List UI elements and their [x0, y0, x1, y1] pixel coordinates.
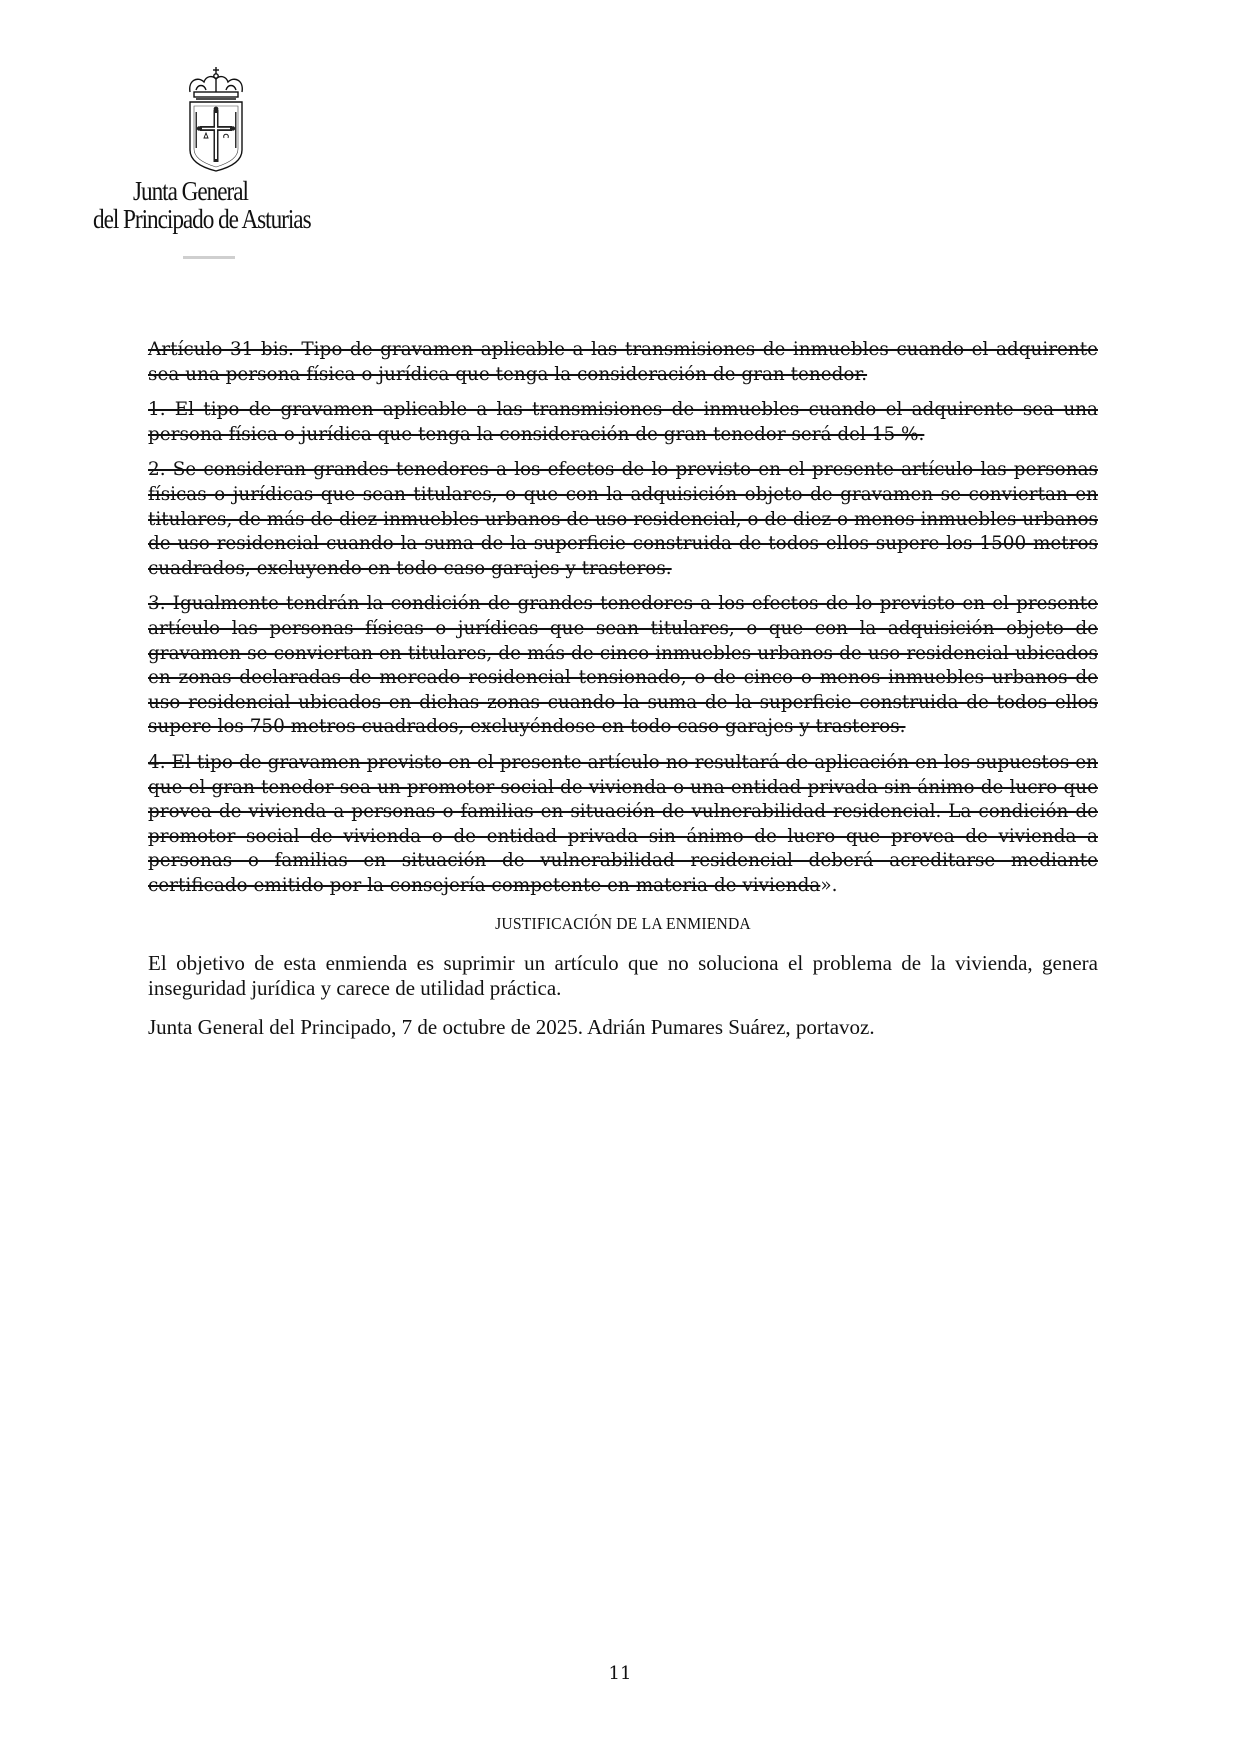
org-name-line1: Junta General: [133, 176, 248, 206]
justification-text: El objetivo de esta enmienda es suprimir un artículo que no soluciona el problema de la vivienda, genera inseguridad jurídica y carece de utilidad práctica.: [148, 951, 1098, 1001]
justification-title: JUSTIFICACIÓN DE LA ENMIENDA: [495, 914, 751, 934]
org-name-line2: del Principado de Asturias: [93, 204, 311, 234]
deleted-paragraph-1: 1. El tipo de gravamen aplicable a las transmisiones de inmuebles cuando el adquirente sea una persona física o jurídica que tenga la consideración de gran tenedor será del 15 %.: [148, 399, 1098, 445]
page-number: 11: [608, 1663, 632, 1684]
closing-quote: ».: [820, 874, 838, 896]
deleted-paragraph-3: 3. Igualmente tendrán la condición de grandes tenedores a los efectos de lo previsto en el presente artículo las personas físicas o jurídicas que sean titulares, o que con la adquisición objeto de gravamen se conviertan en titulares, de más de cinco inmuebles urbanos de uso residencial ubicados en zonas declaradas de mercado residencial tensionado, o de cinco o menos inmuebles urbanos de uso residencial ubicados en dichas zonas cuando la suma de la superficie construida de todos ellos supere los 750 metros cuadrados, excluyéndose en todo caso garajes y trasteros.: [148, 593, 1098, 738]
deleted-article-heading: Artículo 31 bis. Tipo de gravamen aplicable a las transmisiones de inmuebles cuando el adquirente sea una persona física o jurídica que tenga la consideración de gran tenedor.: [148, 339, 1098, 385]
signature-line: Junta General del Principado, 7 de octubre de 2025. Adrián Pumares Suárez, portavoz.: [148, 1015, 875, 1040]
crest-icon: [184, 66, 248, 172]
document-body: [148, 338, 1098, 1054]
deleted-paragraph-2: 2. Se consideran grandes tenedores a los efectos de lo previsto en el presente artículo las personas físicas o jurídicas que sean titulares, o que con la adquisición objeto de gravamen se conviertan en titulares, de más de diez inmuebles urbanos de uso residencial, o de diez o menos inmuebles urbanos de uso residencial cuando la suma de la superficie construida de todos ellos supere los 1500 metros cuadrados, excluyendo en todo caso garajes y trasteros.: [148, 459, 1098, 579]
deleted-paragraph-4: 4. El tipo de gravamen previsto en el presente artículo no resultará de aplicación en los supuestos en que el gran tenedor sea un promotor social de vivienda o una entidad privada sin ánimo de lucro que provea de vivienda a personas o familias en situación de vulnerabilidad residencial. La condición de promotor social de vivienda o de entidad privada sin ánimo de lucro que provea de vivienda a personas o familias en situación de vulnerabilidad residencial deberá acreditarse mediante certificado emitido por la consejería competente en materia de vivienda: [148, 751, 1098, 896]
deleted-paragraph-4-wrapper: [148, 751, 1098, 899]
header-divider: [183, 256, 235, 259]
